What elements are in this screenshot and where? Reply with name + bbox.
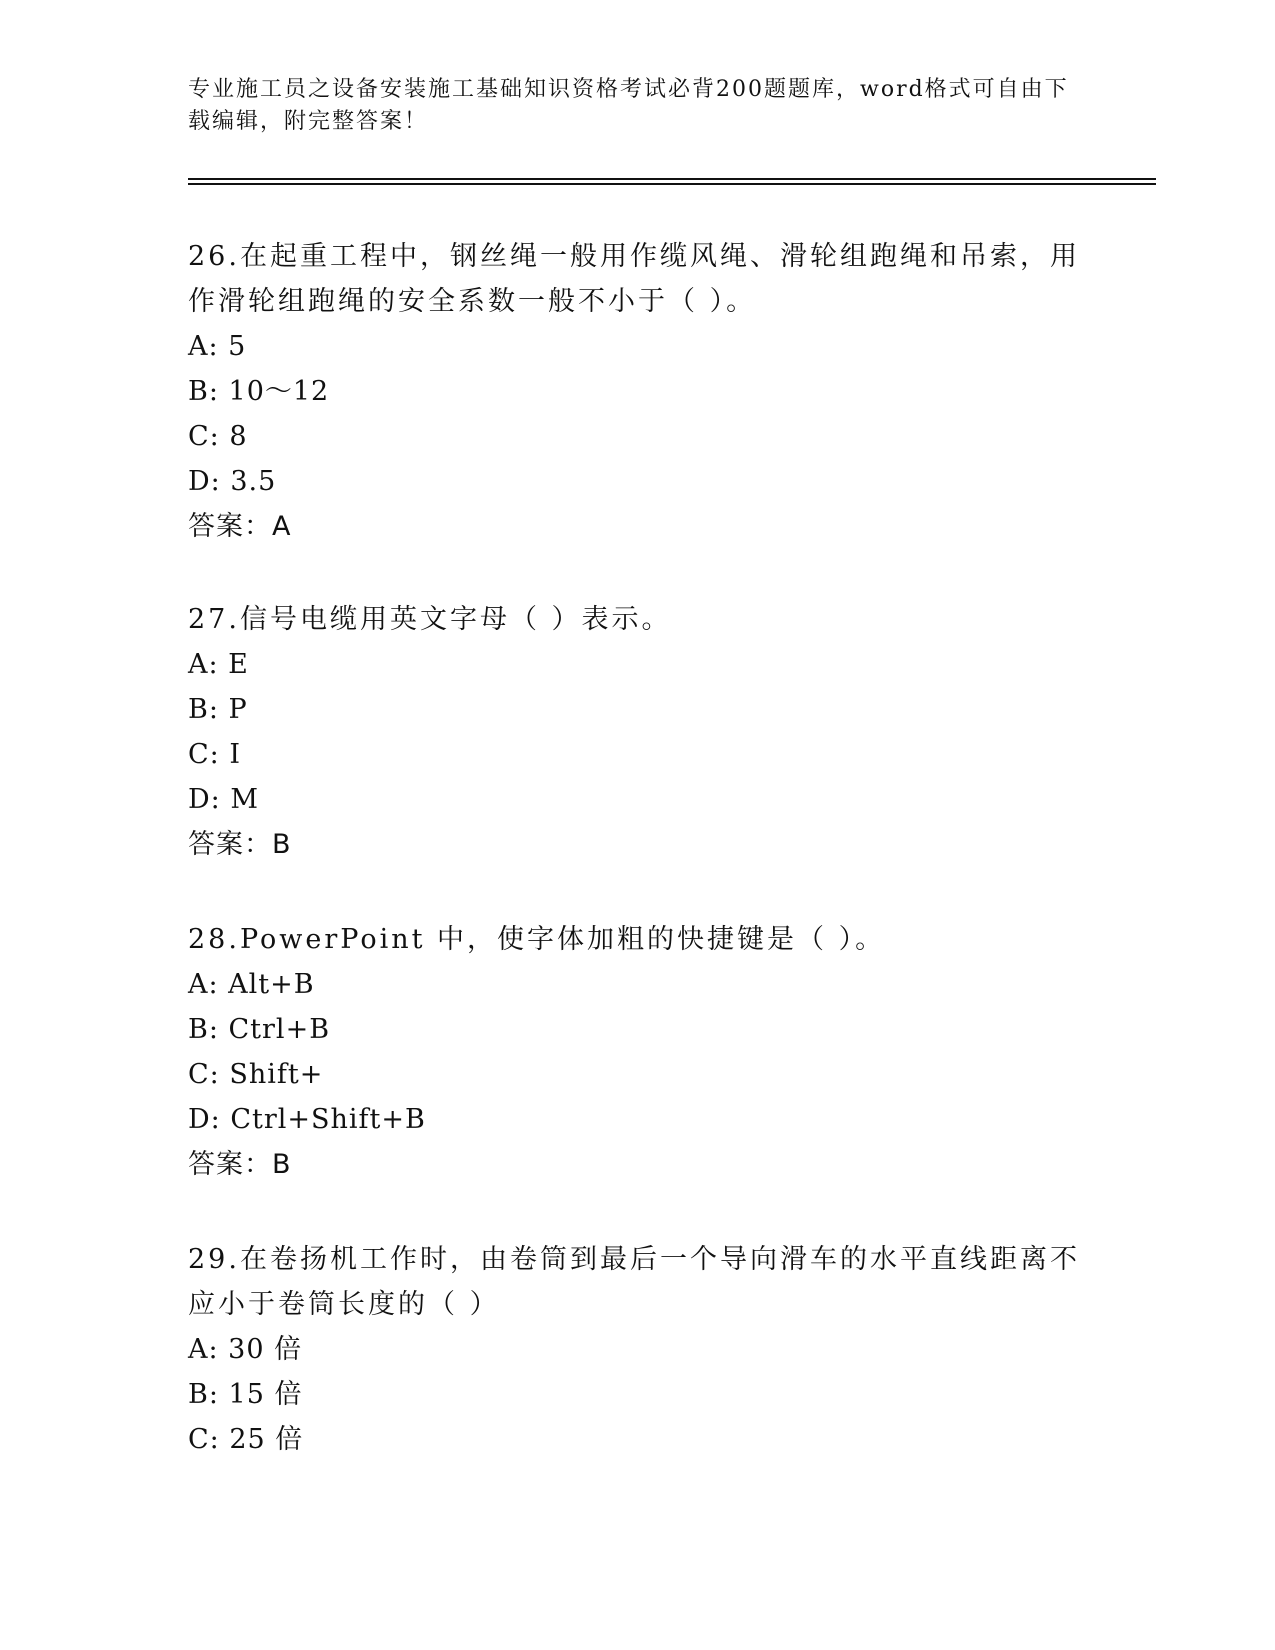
- question-28: [188, 917, 1088, 1187]
- option-a: A: 30 倍: [188, 1334, 303, 1365]
- question-27: [188, 597, 1088, 867]
- question-stem: 26.在起重工程中，钢丝绳一般用作缆风绳、滑轮组跑绳和吊索，用作滑轮组跑绳的安全系数一般不小于（ ）。: [188, 241, 1080, 317]
- document-header: 专业施工员之设备安装施工基础知识资格考试必背200题题库，word格式可自由下载编辑，附完整答案！: [188, 77, 1069, 134]
- option-a: A: Alt+B: [188, 969, 315, 1000]
- answer-line: 答案：B: [188, 829, 292, 860]
- option-b: B: 15 倍: [188, 1379, 303, 1410]
- option-d: D: Ctrl+Shift+B: [188, 1104, 426, 1135]
- question-stem: 28.PowerPoint 中，使字体加粗的快捷键是（ ）。: [188, 924, 886, 955]
- option-b: B: 10～12: [188, 376, 330, 407]
- option-b: B: P: [188, 694, 248, 725]
- header-divider-bottom: [188, 183, 1156, 185]
- option-a: A: 5: [188, 331, 247, 362]
- question-stem: 27.信号电缆用英文字母（ ）表示。: [188, 604, 672, 635]
- option-c: C: I: [188, 739, 242, 770]
- option-a: A: E: [188, 649, 249, 680]
- option-d: D: M: [188, 784, 259, 815]
- option-c: C: 8: [188, 421, 248, 452]
- question-stem: 29.在卷扬机工作时，由卷筒到最后一个导向滑车的水平直线距离不应小于卷筒长度的（ ）: [188, 1244, 1080, 1320]
- header-divider-top: [188, 178, 1156, 180]
- answer-line: 答案：A: [188, 511, 292, 542]
- option-b: B: Ctrl+B: [188, 1014, 331, 1045]
- option-d: D: 3.5: [188, 466, 277, 497]
- answer-line: 答案：B: [188, 1149, 292, 1180]
- question-29: [188, 1237, 1088, 1462]
- question-26: [188, 234, 1088, 549]
- option-c: C: 25 倍: [188, 1424, 304, 1455]
- option-c: C: Shift+: [188, 1059, 324, 1090]
